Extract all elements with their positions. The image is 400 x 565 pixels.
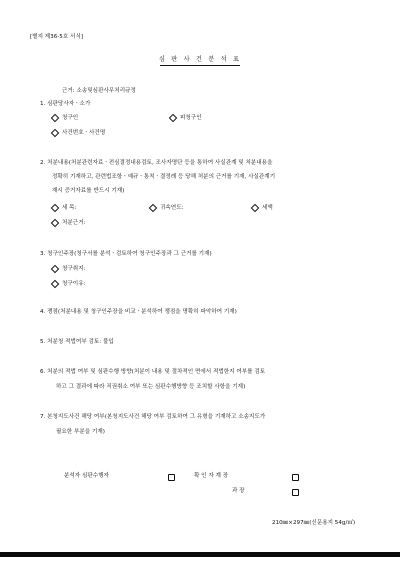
year-option [150,205,184,212]
purpose-option [52,266,86,273]
basis-text: 근거: 소송및심판사무처리규정 [62,88,136,94]
section-6-line-1: 6. 처분의 적법 여부 및 심판수행 방향(처분이 내용 및 절차적인 면에서 적법한지 여부를 검토 [40,369,266,375]
year-label: 귀속연도: [160,205,184,211]
grounds-label: 처분근거: [62,220,86,226]
diamond-bullet-icon [51,204,59,212]
tax-item-option [52,205,76,212]
paper-size-note: 210㎜×297㎜(신문용지 54g/㎡) [272,520,356,526]
form-label: [별지 제36-5호 서식] [30,34,84,40]
amount-option [252,205,273,212]
case-option [52,130,105,137]
diamond-bullet-icon [51,280,59,288]
tax-item-label: 세 목: [62,205,77,211]
claimant-option [52,115,78,122]
section-7-line-2: 필요한 부분을 기재) [56,429,105,435]
confirmer-label: 확 인 자 계 장 [194,473,229,479]
section-7-line-1: 7. 본청지도사건 해당 여부(본청지도사건 해당 여부 검토하여 그 유형을 기재하고 소송지도가 [40,414,266,420]
section-2-line-3: 재시 증거자료를 반드시 기재) [52,188,125,194]
diamond-bullet-icon [51,265,59,273]
section-1-heading: 1. 심판당사자ㆍ소가 [40,101,91,107]
page-bottom-edge [0,552,400,557]
seal-icon [168,474,175,481]
section-5-heading: 5. 처분청 적법여부 검토: 불입 [40,339,114,345]
section-3-heading: 3. 청구인주장(청구서를 분석ㆍ검토하여 청구인주장과 그 근거를 기재) [40,251,212,257]
analyst-label: 분석자 심판수행자 [64,473,110,479]
diamond-bullet-icon [251,204,259,212]
seal-icon [292,489,299,496]
page-title: 심 판 사 건 분 석 표 [158,56,242,63]
case-label: 사건번호ㆍ사건명 [62,130,106,136]
seal-icon [292,474,299,481]
section-2-line-1: 2. 처분내용(처분관련자료ㆍ전심결정내용검토, 조사자명단 등을 통하여 사실관계 및 처분내용을 [40,160,273,166]
diamond-bullet-icon [51,114,59,122]
amount-label: 세액 [262,205,273,211]
reason-option [52,281,86,288]
purpose-label: 청구취지: [62,266,86,272]
grounds-option [52,220,86,227]
diamond-bullet-icon [149,204,157,212]
claimant-label: 청구인 [62,115,79,121]
section-2-line-2: 정확히 기재하고, 관련법조항ㆍ예규ㆍ통칙ㆍ결정례 등 당해 처분의 근거를 기재, 사실관계기 [52,174,276,180]
reason-label: 청구이유: [62,281,86,287]
respondent-option [170,115,202,122]
diamond-bullet-icon [51,219,59,227]
diamond-bullet-icon [51,129,59,137]
chief-label: 과 장 [232,488,245,494]
section-6-line-2: 하고 그 결과에 따라 직권취소 여부 또는 심판수행방향 등 조치할 사항을 기재) [56,384,246,390]
respondent-label: 피청구인 [180,115,202,121]
diamond-bullet-icon [169,114,177,122]
section-4-heading: 4. 쟁점(처분내용 및 청구인주장을 비교ㆍ분석하여 쟁점을 명확히 파악하여 기재) [40,309,237,315]
title-underline [160,65,240,66]
